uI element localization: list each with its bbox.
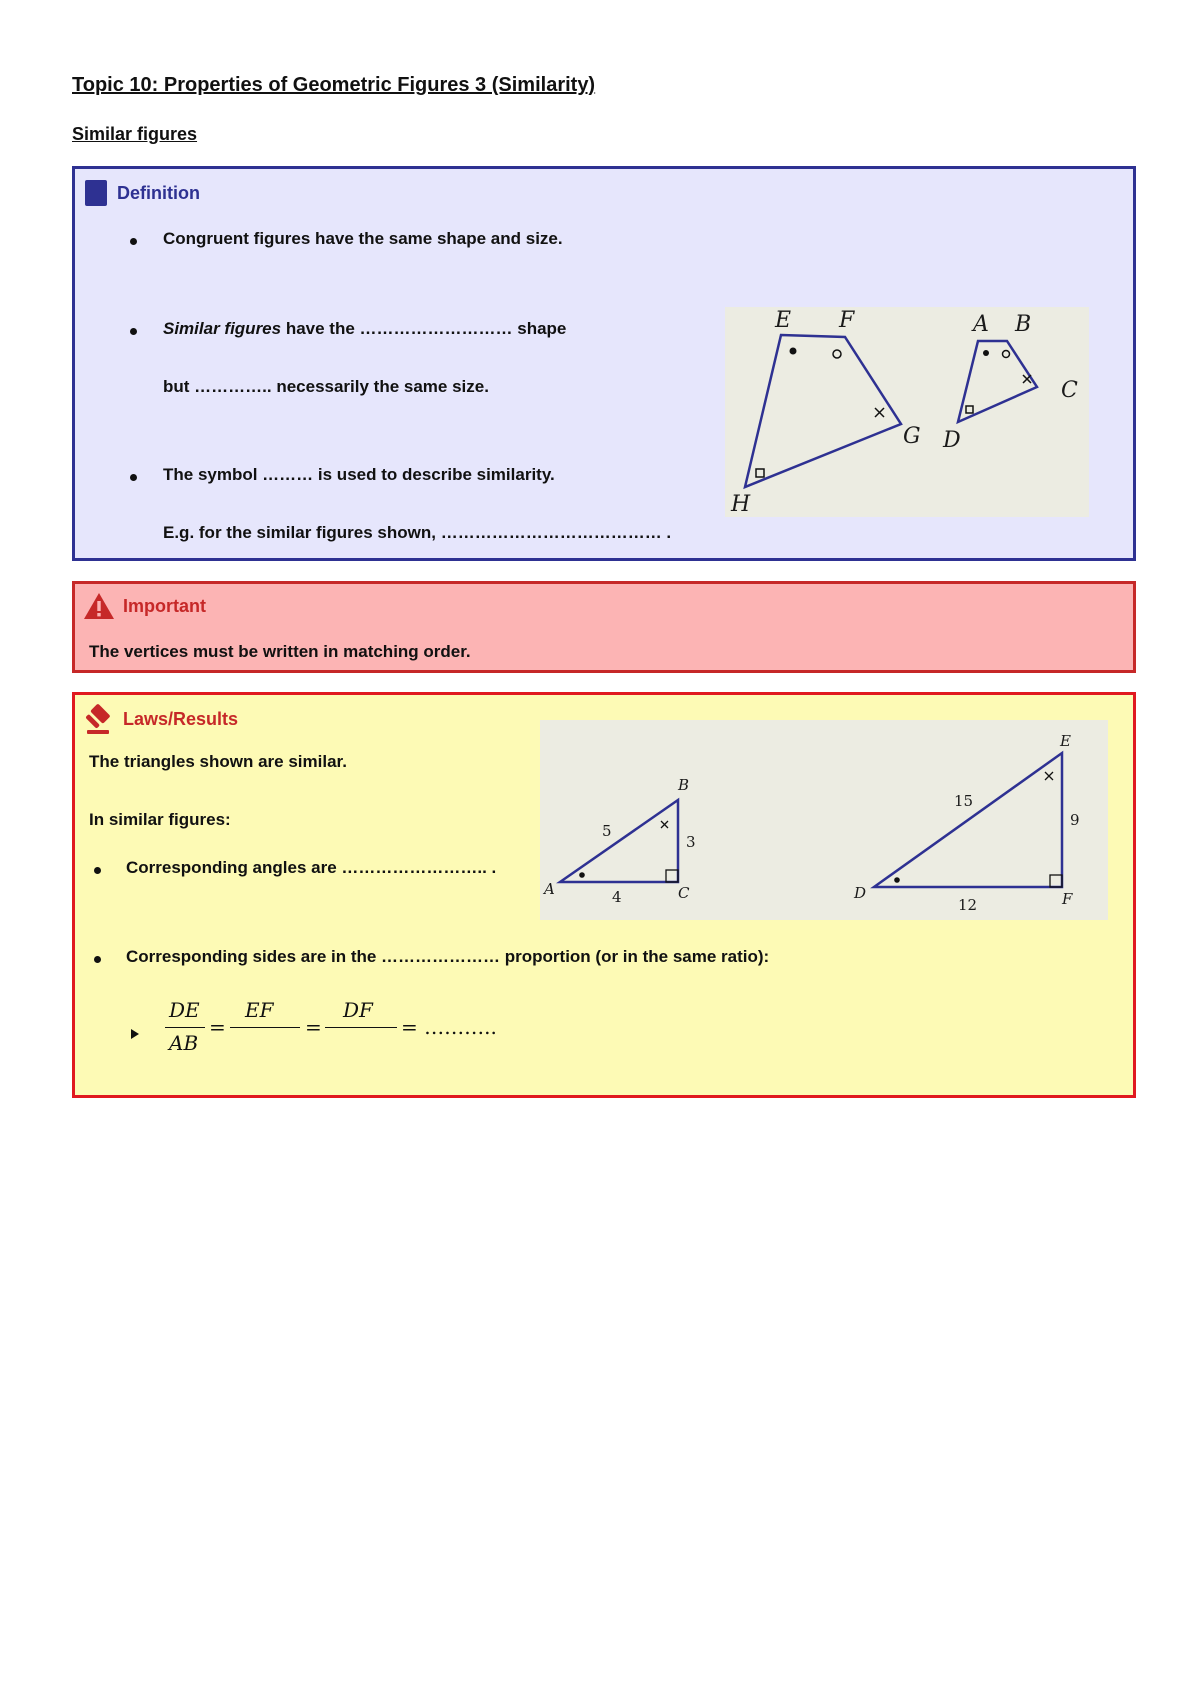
warning-icon xyxy=(83,592,115,620)
angle-cross-marker xyxy=(1023,375,1031,383)
definition-heading-label: Definition xyxy=(117,182,200,203)
side-label-ef: 9 xyxy=(1070,811,1080,829)
equals-sign: = xyxy=(305,1015,322,1039)
side-label-bc: 3 xyxy=(686,833,696,851)
right-angle-marker xyxy=(666,870,678,882)
definition-congruent: Congruent figures have the same shape and size. xyxy=(163,229,563,248)
fraction-bar xyxy=(230,1027,300,1028)
arrow-bullet-icon xyxy=(130,1028,140,1040)
laws-subhead: In similar figures: xyxy=(89,810,231,829)
right-angle-marker xyxy=(1050,875,1062,887)
section-title: Similar figures xyxy=(72,124,198,144)
similar-figures-term: Similar figures xyxy=(163,319,282,338)
ratio-tail: = ……….. xyxy=(401,1015,497,1039)
ratio-num-de: DE xyxy=(169,998,200,1022)
side-label-ac: 4 xyxy=(612,888,622,906)
angle-circle-marker xyxy=(833,350,841,358)
bullet-dot xyxy=(130,238,137,245)
gavel-icon xyxy=(83,703,117,735)
vertex-label-g: G xyxy=(903,424,921,449)
side-label-ab: 5 xyxy=(602,822,612,840)
square-icon xyxy=(85,180,107,206)
vertex-label-d: D xyxy=(943,428,961,453)
vertex-label-e: E xyxy=(1060,732,1071,750)
page-title: Topic 10: Properties of Geometric Figures 3 (Similarity) xyxy=(72,74,596,96)
vertex-label-c: C xyxy=(1061,378,1078,403)
ratio-den-ab: AB xyxy=(169,1031,199,1055)
triangles-svg xyxy=(540,720,1108,920)
definition-symbol: The symbol ……… is used to describe similarity. xyxy=(163,465,555,484)
important-box xyxy=(72,581,1136,673)
angle-square-marker xyxy=(756,469,764,477)
important-heading-label: Important xyxy=(123,595,206,616)
vertex-label-b: B xyxy=(678,776,690,794)
bullet-dot xyxy=(94,956,101,963)
angle-circle-marker xyxy=(1003,351,1010,358)
fraction-bar xyxy=(165,1027,205,1028)
definition-similar xyxy=(163,319,566,339)
angle-dot-marker xyxy=(894,877,900,883)
angle-dot-marker xyxy=(983,350,989,356)
bullet-dot xyxy=(94,867,101,874)
vertex-label-d: D xyxy=(854,884,867,902)
triangle-def xyxy=(874,753,1062,887)
angle-dot-marker xyxy=(790,348,797,355)
laws-heading-label: Laws/Results xyxy=(123,708,239,729)
vertex-label-c: C xyxy=(678,884,690,902)
angle-dot-marker xyxy=(579,872,585,878)
vertex-label-f: F xyxy=(839,308,855,333)
ratio-num-ef: EF xyxy=(245,998,274,1022)
angle-cross-marker xyxy=(875,408,884,417)
quadrilaterals-diagram xyxy=(725,307,1089,517)
definition-similar-line2: but ………….. necessarily the same size. xyxy=(163,377,489,396)
triangle-abc xyxy=(560,800,678,882)
side-label-df: 12 xyxy=(958,896,978,914)
laws-intro: The triangles shown are similar. xyxy=(89,752,347,771)
vertex-label-f: F xyxy=(1062,890,1073,908)
laws-angles: Corresponding angles are …………………….. . xyxy=(126,858,497,877)
triangles-diagram xyxy=(540,720,1108,920)
definition-example: E.g. for the similar figures shown, ………………………………… . xyxy=(163,523,672,542)
vertex-label-b: B xyxy=(1015,312,1032,337)
laws-box xyxy=(72,692,1136,1098)
side-label-de: 15 xyxy=(954,792,974,810)
equals-sign: = xyxy=(209,1015,226,1039)
quadrilaterals-svg xyxy=(725,307,1089,517)
important-heading xyxy=(83,592,206,620)
laws-heading xyxy=(83,703,238,735)
similar-figures-rest: have the ……………………… shape xyxy=(281,319,567,338)
angle-cross-marker xyxy=(1045,772,1053,780)
vertex-label-a: A xyxy=(544,880,555,898)
angle-cross-marker xyxy=(661,821,668,828)
bullet-dot xyxy=(130,474,137,481)
vertex-label-a: A xyxy=(973,312,989,337)
laws-sides: Corresponding sides are in the ………………… proportion (or in the same ratio): xyxy=(126,947,770,966)
vertex-label-e: E xyxy=(775,308,792,333)
important-text: The vertices must be written in matching order. xyxy=(89,642,471,661)
definition-box xyxy=(72,166,1136,561)
bullet-dot xyxy=(130,328,137,335)
ratio-num-df: DF xyxy=(343,998,373,1022)
vertex-label-h: H xyxy=(731,492,751,517)
definition-heading xyxy=(85,180,200,206)
angle-square-marker xyxy=(966,406,973,413)
fraction-bar xyxy=(325,1027,397,1028)
